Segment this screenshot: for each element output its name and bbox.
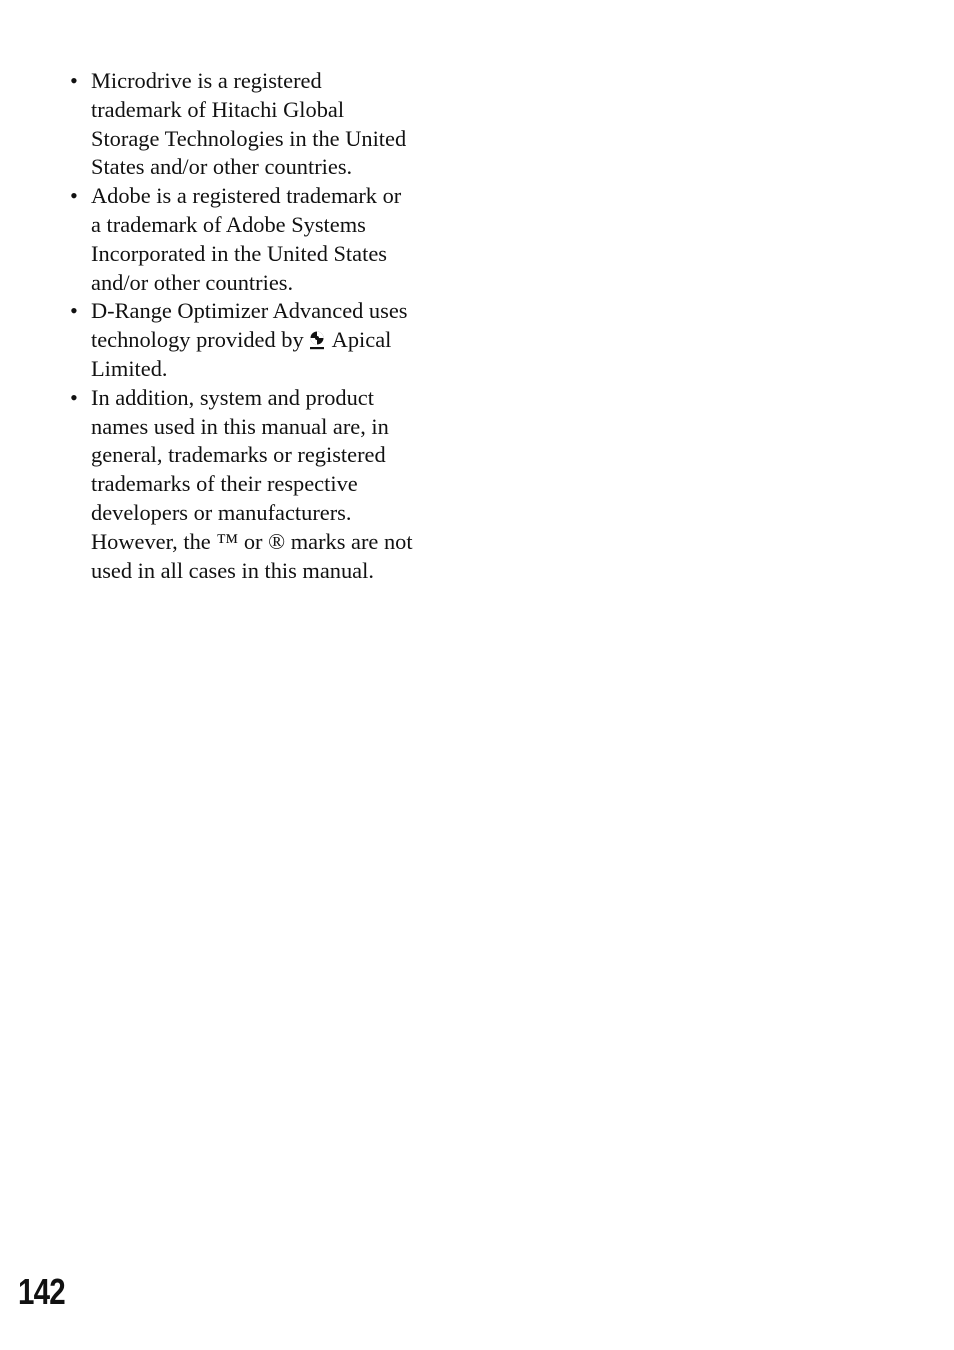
text-line: general, trademarks or registered <box>91 442 386 468</box>
text-line: and/or other countries. <box>91 269 294 295</box>
text-line: Adobe is a registered trademark or <box>91 183 402 209</box>
text-line: trademark of Hitachi Global <box>91 96 345 122</box>
bullet: • <box>70 298 78 324</box>
text-line: Storage Technologies in the United <box>91 125 407 151</box>
apical-logo-icon <box>308 330 326 352</box>
bullet: • <box>70 384 78 410</box>
trademark-notes <box>70 67 442 585</box>
list-item <box>70 182 442 297</box>
text-line: Limited. <box>91 355 168 381</box>
text-line: D-Range Optimizer Advanced uses <box>91 298 408 324</box>
text-line: In addition, system and product <box>91 384 374 410</box>
text-line: However, the ™ or ® marks are not <box>91 528 413 554</box>
trademark-list <box>70 67 442 585</box>
text-line: States and/or other countries. <box>91 154 353 180</box>
text-line: Incorporated in the United States <box>91 240 387 266</box>
text-line: used in all cases in this manual. <box>91 557 374 583</box>
text-line: developers or manufacturers. <box>91 499 352 525</box>
bullet: • <box>70 68 78 93</box>
list-item <box>70 67 442 182</box>
text-line: a trademark of Adobe Systems <box>91 211 366 237</box>
text-line: Microdrive is a registered <box>91 68 322 93</box>
text-fragment: Apical <box>331 327 392 353</box>
list-item <box>70 297 442 383</box>
text-line <box>91 326 442 355</box>
page-number: 142 <box>18 1271 65 1312</box>
text-line: trademarks of their respective <box>91 471 358 497</box>
bullet: • <box>70 183 78 209</box>
text-fragment: technology provided by <box>91 327 304 353</box>
list-item <box>70 384 442 586</box>
text-line: names used in this manual are, in <box>91 413 389 439</box>
